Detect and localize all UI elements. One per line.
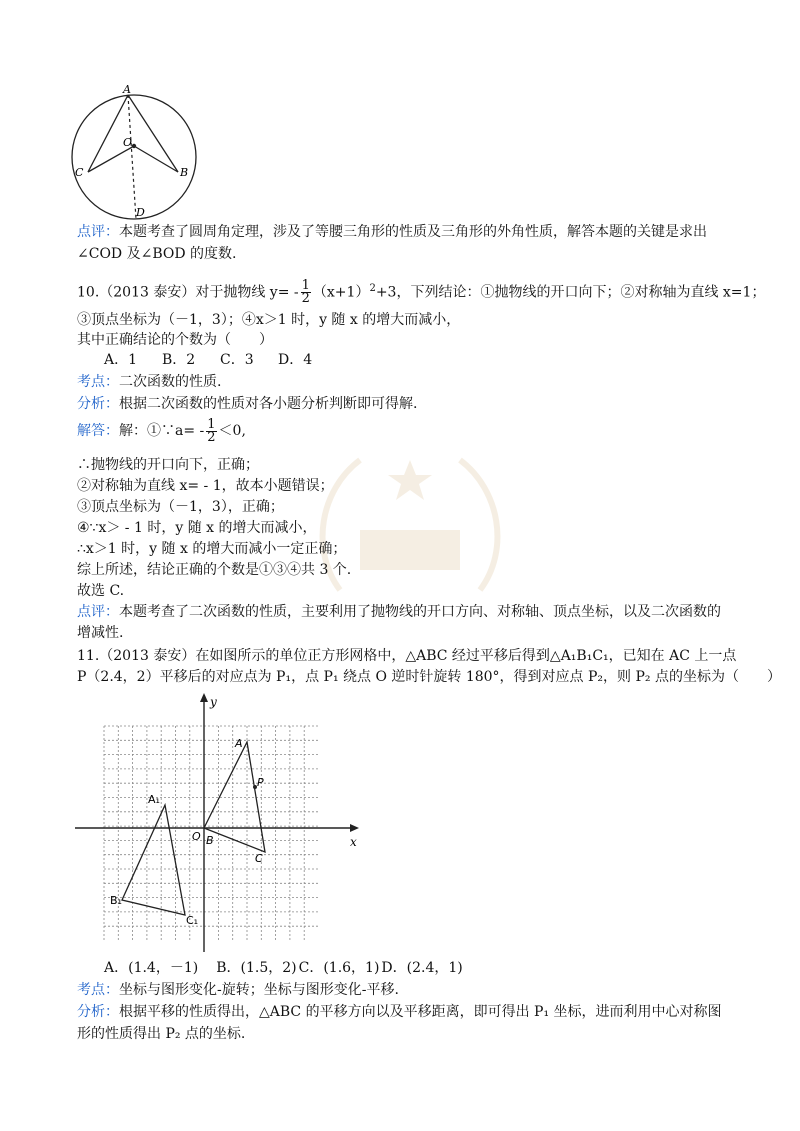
q9-comment-line1: [77, 222, 707, 242]
grid-lines: [104, 726, 318, 940]
q10-stem-c: +3，下列结论：①抛物线的开口向下；②对称轴为直线 x=1；: [375, 284, 766, 301]
q9-comment-text1: 本题考查了圆周角定理，涉及了等腰三角形的性质及三角形的外角性质，解答本题的关键是求出: [119, 224, 707, 240]
q11-fenxi: [77, 1002, 722, 1022]
grid-label-o: O: [192, 830, 201, 843]
q10-fraction: [301, 280, 311, 305]
grid-label-y: y: [210, 695, 217, 709]
q10-fenxi: [77, 394, 417, 414]
circle-label-c: C: [75, 166, 84, 179]
grid-label-b1: B₁: [110, 894, 122, 907]
q10-fenxi-text: 根据二次函数的性质对各小题分析判断即可得解.: [119, 396, 418, 412]
q10-jieda-b: ＜0,: [218, 423, 246, 439]
circle-label-d: D: [136, 206, 145, 219]
q10-frac-den: 2: [301, 291, 310, 307]
circle-figure: [70, 80, 200, 220]
q10-jieda-a: 解：①∵a= -: [119, 423, 205, 439]
q11-option-d: D．(2.4，1): [381, 960, 463, 976]
grid-figure: [70, 690, 370, 960]
q11-kaodian: [77, 980, 399, 1000]
grid-label-x: x: [350, 835, 357, 849]
q10-kaodian-tag: 考点：: [77, 374, 119, 390]
grid-label-c1: C₁: [186, 914, 199, 927]
q10-line2: ③顶点坐标为（－1，3）；④x＞1 时，y 随 x 的增大而减小，: [77, 312, 461, 328]
q11-fenxi-tag: 分析：: [77, 1004, 119, 1020]
q10-option-a: A．1: [104, 352, 138, 368]
q10-line3: 其中正确结论的个数为（ ）: [77, 332, 273, 348]
q10-step-4: ④∵x＞ - 1 时，y 随 x 的增大而减小，: [77, 520, 317, 536]
q10-dianping: [77, 602, 721, 622]
q11-kaodian-text: 坐标与图形变化-旋转；坐标与图形变化-平移.: [119, 982, 399, 998]
grid-label-b: B: [206, 834, 214, 847]
q11-option-a: A．(1.4，－1): [104, 960, 199, 976]
q11-fenxi-text1: 根据平移的性质得出，△ABC 的平移方向以及平移距离，即可得出 P₁ 坐标，进而利用中心对称图: [119, 1004, 722, 1020]
q10-step-3: ③顶点坐标为（－1，3），正确；: [77, 499, 284, 515]
q10-stem: [77, 272, 765, 306]
circle-label-o: O: [123, 136, 133, 149]
q9-comment-line2: ∠COD 及∠BOD 的度数.: [77, 246, 237, 262]
q10-jieda-frac-num: 1: [207, 416, 216, 432]
q10-jieda-frac-den: 2: [207, 429, 216, 445]
q10-options: [104, 350, 312, 370]
circle-label-b: B: [180, 166, 189, 179]
q10-step-1: ∴抛物线的开口向下，正确；: [77, 457, 259, 473]
y-axis-arrow: [200, 693, 208, 702]
q10-stem-b: （x+1）: [312, 284, 370, 301]
q11-option-c: C．(1.6，1): [298, 960, 380, 976]
q10-option-d: D．4: [278, 352, 313, 368]
q10-step-6: 综上所述，结论正确的个数是①③④共 3 个.: [77, 562, 352, 578]
q11-options: [104, 958, 463, 978]
x-axis-arrow: [350, 824, 359, 832]
grid-label-p: P: [257, 776, 264, 789]
q10-option-b: B．2: [162, 352, 196, 368]
q10-jieda: [77, 414, 246, 448]
q10-option-c: C．3: [220, 352, 254, 368]
q10-kaodian-text: 二次函数的性质.: [119, 374, 222, 390]
grid-label-c: C: [255, 852, 263, 865]
q10-dianping-text1: 本题考查了二次函数的性质，主要利用了抛物线的开口方向、对称轴、顶点坐标，以及二次函数的: [119, 604, 721, 620]
q10-step-7: 故选 C.: [77, 583, 125, 599]
q11-kaodian-tag: 考点：: [77, 982, 119, 998]
q10-step-5: ∴x＞1 时，y 随 x 的增大而减小一定正确；: [77, 541, 347, 557]
q10-fenxi-tag: 分析：: [77, 396, 119, 412]
q11-option-b: B．(1.5，2): [216, 960, 297, 976]
circle-label-a: A: [123, 83, 131, 96]
q9-comment-tag: 点评：: [77, 224, 119, 240]
q10-kaodian: [77, 372, 221, 392]
q10-step-2: ②对称轴为直线 x= - 1，故本小题错误；: [77, 478, 334, 494]
q11-line2: P（2.4，2）平移后的对应点为 P₁，点 P₁ 绕点 O 逆时针旋转 180°，得到对应点 P₂，则 P₂ 点的坐标为（ ）: [77, 669, 781, 685]
q10-dianping-tag: 点评：: [77, 604, 119, 620]
q11-fenxi-line2: 形的性质得出 P₂ 点的坐标.: [77, 1026, 246, 1042]
grid-label-a: A: [235, 737, 243, 750]
q11-line1: 11.（2013 泰安）在如图所示的单位正方形网格中，△ABC 经过平移后得到△A₁B₁C₁，已知在 AC 上一点: [77, 648, 737, 664]
q10-frac-num: 1: [301, 278, 310, 294]
q10-jieda-fraction: [206, 416, 216, 445]
q10-jieda-tag: 解答：: [77, 423, 119, 439]
q10-stem-sup: 2: [369, 283, 376, 294]
grid-label-a1: A₁: [148, 793, 160, 806]
q10-stem-a: 10.（2013 泰安）对于抛物线 y= -: [77, 284, 299, 301]
q10-dianping-line2: 增减性.: [77, 625, 124, 641]
